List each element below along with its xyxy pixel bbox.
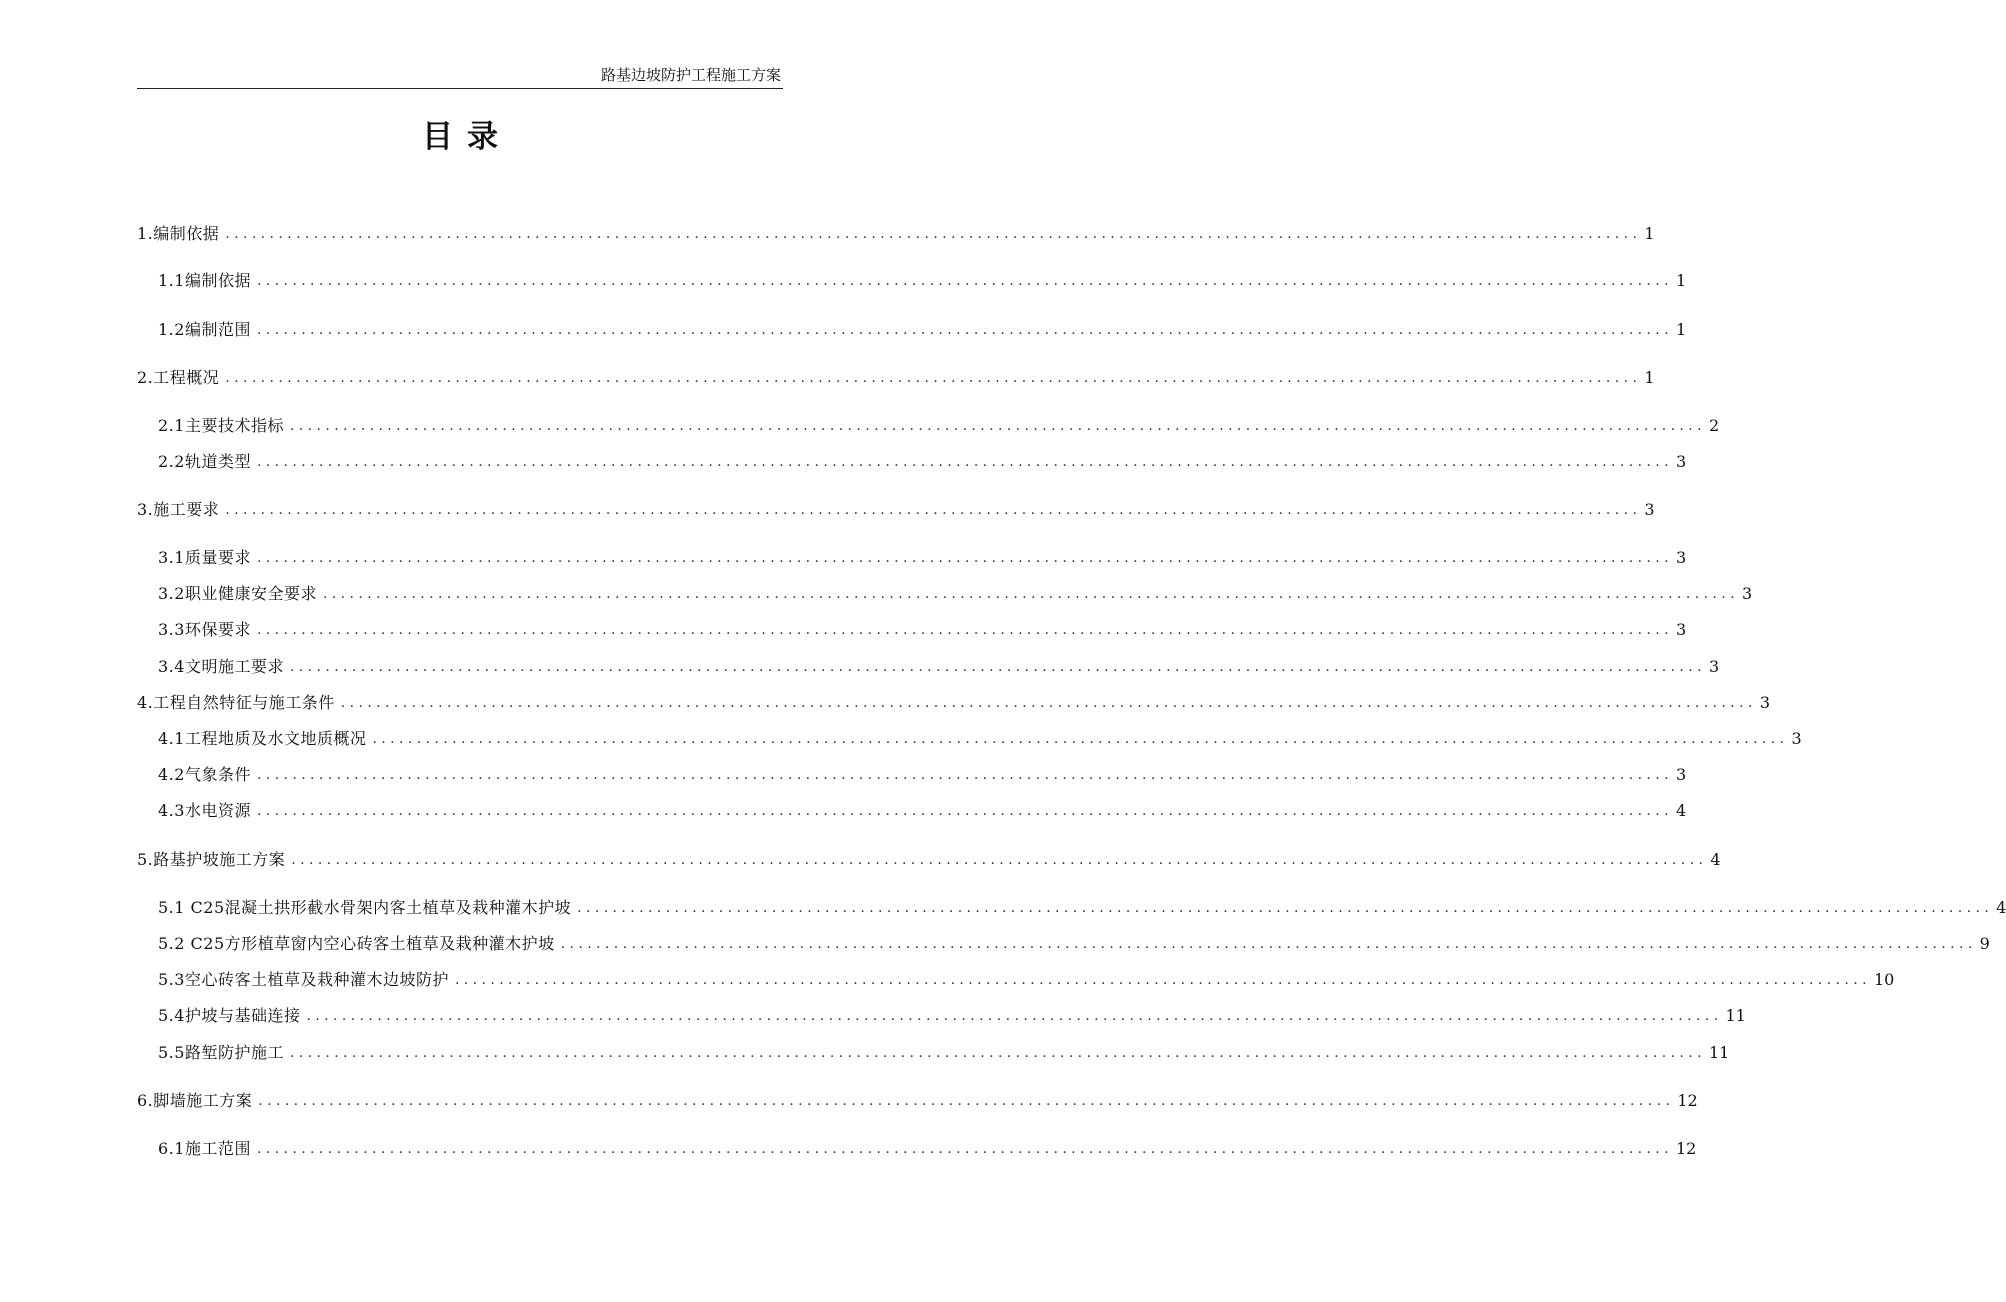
toc-entry-5[interactable] [137,848,1721,872]
toc-entry-5-5[interactable] [158,1041,1730,1065]
toc-entry-label: 3.1质量要求 [158,548,251,567]
toc-entry-label: 2.工程概况 [137,368,220,387]
toc-entry-page: 11 [1725,1006,1746,1025]
toc-entry-page: 1 [1675,271,1687,290]
toc-entry-page: 2 [1708,416,1720,435]
toc-entry-page: 10 [1873,970,1895,989]
toc-dot-leader: ................................................................................................................................................................ [225,226,1642,242]
toc-entry-page: 12 [1677,1091,1698,1110]
toc-entry-1-1[interactable] [158,269,1687,293]
toc-entry-6[interactable] [137,1089,1698,1113]
toc-entry-page: 4 [1710,850,1721,869]
toc-entry-label: 3.2职业健康安全要求 [158,584,317,603]
toc-entry-label: 5.路基护坡施工方案 [137,850,286,869]
toc-entry-page: 3 [1644,500,1655,519]
toc-entry-page: 9 [1979,934,1990,953]
toc-dot-leader: ................................................................................................................................................................ [258,1093,1675,1109]
toc-dot-leader: ................................................................................................................................................................ [289,1045,1706,1061]
toc-entry-3[interactable] [137,498,1655,522]
toc-entry-label: 5.1 C25混凝土拱形截水骨架内客土植草及栽种灌木护坡 [158,898,572,917]
toc-entry-page: 1 [1644,224,1655,243]
toc-entry-label: 4.工程自然特征与施工条件 [137,693,335,712]
toc-dot-leader: ................................................................................................................................................................ [256,273,1673,289]
toc-dot-leader: ................................................................................................................................................................ [256,322,1673,338]
toc-entry-2-2[interactable] [158,450,1687,474]
toc-dot-leader: ................................................................................................................................................................ [289,418,1706,434]
toc-dot-leader: ................................................................................................................................................................ [340,695,1757,711]
toc-entry-4[interactable] [137,691,1770,715]
toc-entry-page: 3 [1791,729,1802,748]
running-header [137,66,783,89]
toc-entry-label: 6.1施工范围 [158,1139,251,1158]
toc-dot-leader: ................................................................................................................................................................ [291,852,1708,868]
toc-entry-2-1[interactable] [158,414,1720,438]
toc-entry-label: 5.2 C25方形植草窗内空心砖客土植草及栽种灌木护坡 [158,934,555,953]
toc-dot-leader: ................................................................................................................................................................ [256,767,1673,783]
toc-entry-page: 4 [1675,801,1687,820]
toc-entry-page: 3 [1708,657,1720,676]
toc-entry-label: 4.1工程地质及水文地质概况 [158,729,367,748]
toc-dot-leader: ................................................................................................................................................................ [256,803,1673,819]
toc-entry-page: 12 [1675,1139,1697,1158]
toc-entry-page: 3 [1675,452,1687,471]
toc-entry-5-4[interactable] [158,1004,1746,1028]
toc-entry-label: 5.5路堑防护施工 [158,1043,284,1062]
toc-entry-page: 3 [1675,765,1687,784]
toc-entry-3-1[interactable] [158,546,1687,570]
toc-dot-leader: ................................................................................................................................................................ [577,900,1994,916]
toc-dot-leader: ................................................................................................................................................................ [322,586,1739,602]
toc-entry-label: 1.编制依据 [137,224,220,243]
toc-entry-label: 6.脚墙施工方案 [137,1091,253,1110]
toc-dot-leader: ................................................................................................................................................................ [306,1008,1723,1024]
toc-entry-3-3[interactable] [158,618,1687,642]
toc-entry-page: 3 [1675,548,1687,567]
toc-entry-label: 1.1编制依据 [158,271,251,290]
toc-entry-4-2[interactable] [158,763,1687,787]
toc-entry-label: 1.2编制范围 [158,320,251,339]
toc-entry-3-4[interactable] [158,655,1720,679]
toc-entry-5-2[interactable] [158,932,1990,956]
toc-entry-4-3[interactable] [158,799,1687,823]
toc-entry-6-1[interactable] [158,1137,1697,1161]
toc-entry-label: 2.1主要技术指标 [158,416,284,435]
toc-entry-1-2[interactable] [158,318,1687,342]
toc-entry-label: 2.2轨道类型 [158,452,251,471]
toc-entry-page: 4 [1996,898,2006,917]
toc-dot-leader: ................................................................................................................................................................ [372,731,1789,747]
toc-entry-5-3[interactable] [158,968,1895,992]
toc-entry-label: 3.4文明施工要求 [158,657,284,676]
toc-entry-label: 3.3环保要求 [158,620,251,639]
toc-entry-page: 11 [1708,1043,1730,1062]
toc-entry-label: 4.2气象条件 [158,765,251,784]
toc-entry-page: 1 [1644,368,1655,387]
toc-dot-leader: ................................................................................................................................................................ [256,622,1673,638]
toc-entry-label: 5.4护坡与基础连接 [158,1006,301,1025]
toc-entry-page: 3 [1759,693,1770,712]
toc-dot-leader: ................................................................................................................................................................ [256,1141,1673,1157]
running-header-text: 路基边坡防护工程施工方案 [600,66,781,84]
toc-entry-4-1[interactable] [158,727,1802,751]
toc-dot-leader: ................................................................................................................................................................ [454,972,1871,988]
page-title: 目录 [422,119,512,155]
toc-dot-leader: ................................................................................................................................................................ [560,936,1977,952]
toc-dot-leader: ................................................................................................................................................................ [225,502,1642,518]
toc-dot-leader: ................................................................................................................................................................ [256,550,1673,566]
toc-entry-page: 3 [1741,584,1753,603]
toc-entry-page: 1 [1675,320,1687,339]
toc-entry-page: 3 [1675,620,1687,639]
toc-entry-label: 5.3空心砖客土植草及栽种灌木边坡防护 [158,970,449,989]
toc-entry-2[interactable] [137,366,1655,390]
toc-entry-1[interactable] [137,222,1655,246]
toc-entry-label: 3.施工要求 [137,500,220,519]
toc-entry-5-1[interactable] [158,896,2006,920]
toc-dot-leader: ................................................................................................................................................................ [289,659,1706,675]
toc-dot-leader: ................................................................................................................................................................ [256,454,1673,470]
toc-dot-leader: ................................................................................................................................................................ [225,370,1642,386]
toc-entry-3-2[interactable] [158,582,1753,606]
toc-entry-label: 4.3水电资源 [158,801,251,820]
